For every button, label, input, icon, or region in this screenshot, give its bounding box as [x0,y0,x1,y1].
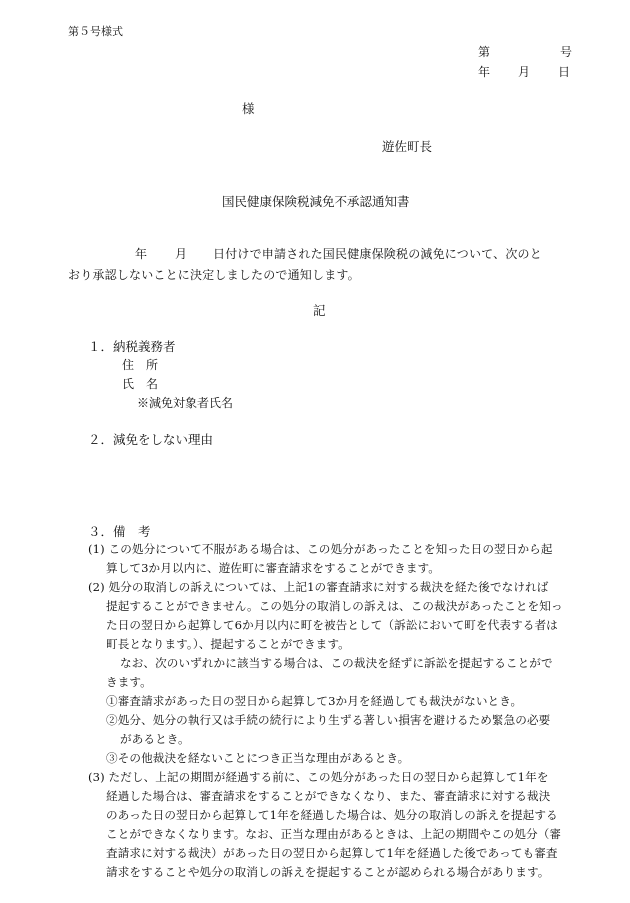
date-month: 月 [518,65,531,79]
note-line: 算して3か月以内に、遊佐町に審査請求をすることができます。 [106,561,440,575]
note-line: 請求をすることや処分の取消しの訴えを提起することが認められる場合があります。 [106,865,550,879]
note-line: (2) 処分の取消しの訴えについては、上記1の審査請求に対する裁決を経た後でなければ [88,580,549,594]
note-line: 町長となります。）、提起することができます。 [106,637,350,651]
note-line: (1) この処分について不服がある場合は、この処分があったことを知った日の翌日から起 [88,542,553,556]
intro-line-2: おり承認しないことに決定しましたので通知します。 [68,268,360,282]
note-line: 経過した場合は、審査請求をすることができなくなり、また、審査請求に対する裁決 [106,789,551,803]
note-line: (3) ただし、上記の期間が経過する前に、この処分があった日の翌日から起算して1年を [88,770,549,784]
document-number-prefix: 第 [478,45,491,59]
note-line: 提起することができません。この処分の取消しの訴えは、この裁決があったことを知っ [106,599,563,613]
address-label: 住 所 [122,358,159,372]
section1-heading: １．納税義務者 [88,339,176,354]
date-day: 日 [558,65,571,79]
section3-heading: ３．備 考 [88,524,151,539]
form-number-label: 第５号様式 [68,25,123,38]
note-line: のあった日の翌日から起算して1年を経過した場合は、処分の取消しの訴えを提起する [106,808,558,822]
note-line: きます。 [106,675,152,689]
note-line: た日の翌日から起算して6か月以内に町を被告として（訴訟において町を代表する者は [106,618,558,632]
ki-marker: 記 [313,303,326,318]
note-line: ②処分、処分の執行又は手続の続行により生ずる著しい損害を避けるため緊急の必要 [106,713,551,727]
intro-month: 月 [175,247,188,261]
note-line: なお、次のいずれかに該当する場合は、この裁決を経ずに訴訟を提起することがで [120,656,553,670]
name-label: 氏 名 [122,377,159,391]
note-line: ①審査請求があった日の翌日から起算して3か月を経過しても裁決がないとき。 [106,694,523,708]
date-year: 年 [478,65,491,79]
note-line: ことができなくなります。なお、正当な理由があるときは、上記の期間やこの処分（審 [106,827,562,841]
intro-line-1: 日付けで申請された国民健康保険税の減免について、次のと [213,247,542,261]
document-number-suffix: 号 [560,45,573,59]
addressee-honorific: 様 [242,101,255,116]
intro-year: 年 [135,247,148,261]
note-line: があるとき。 [120,732,190,746]
note-line: 査請求に対する裁決）があった日の翌日から起算して1年を経過した後であっても審査 [106,846,558,860]
note-line: ③その他裁決を経ないことにつき正当な理由があるとき。 [106,751,410,765]
issuer-name: 遊佐町長 [382,139,433,154]
document-title: 国民健康保険税減免不承認通知書 [222,194,410,209]
target-person-note: ※減免対象者氏名 [137,396,234,410]
section2-heading: ２．減免をしない理由 [88,432,214,447]
